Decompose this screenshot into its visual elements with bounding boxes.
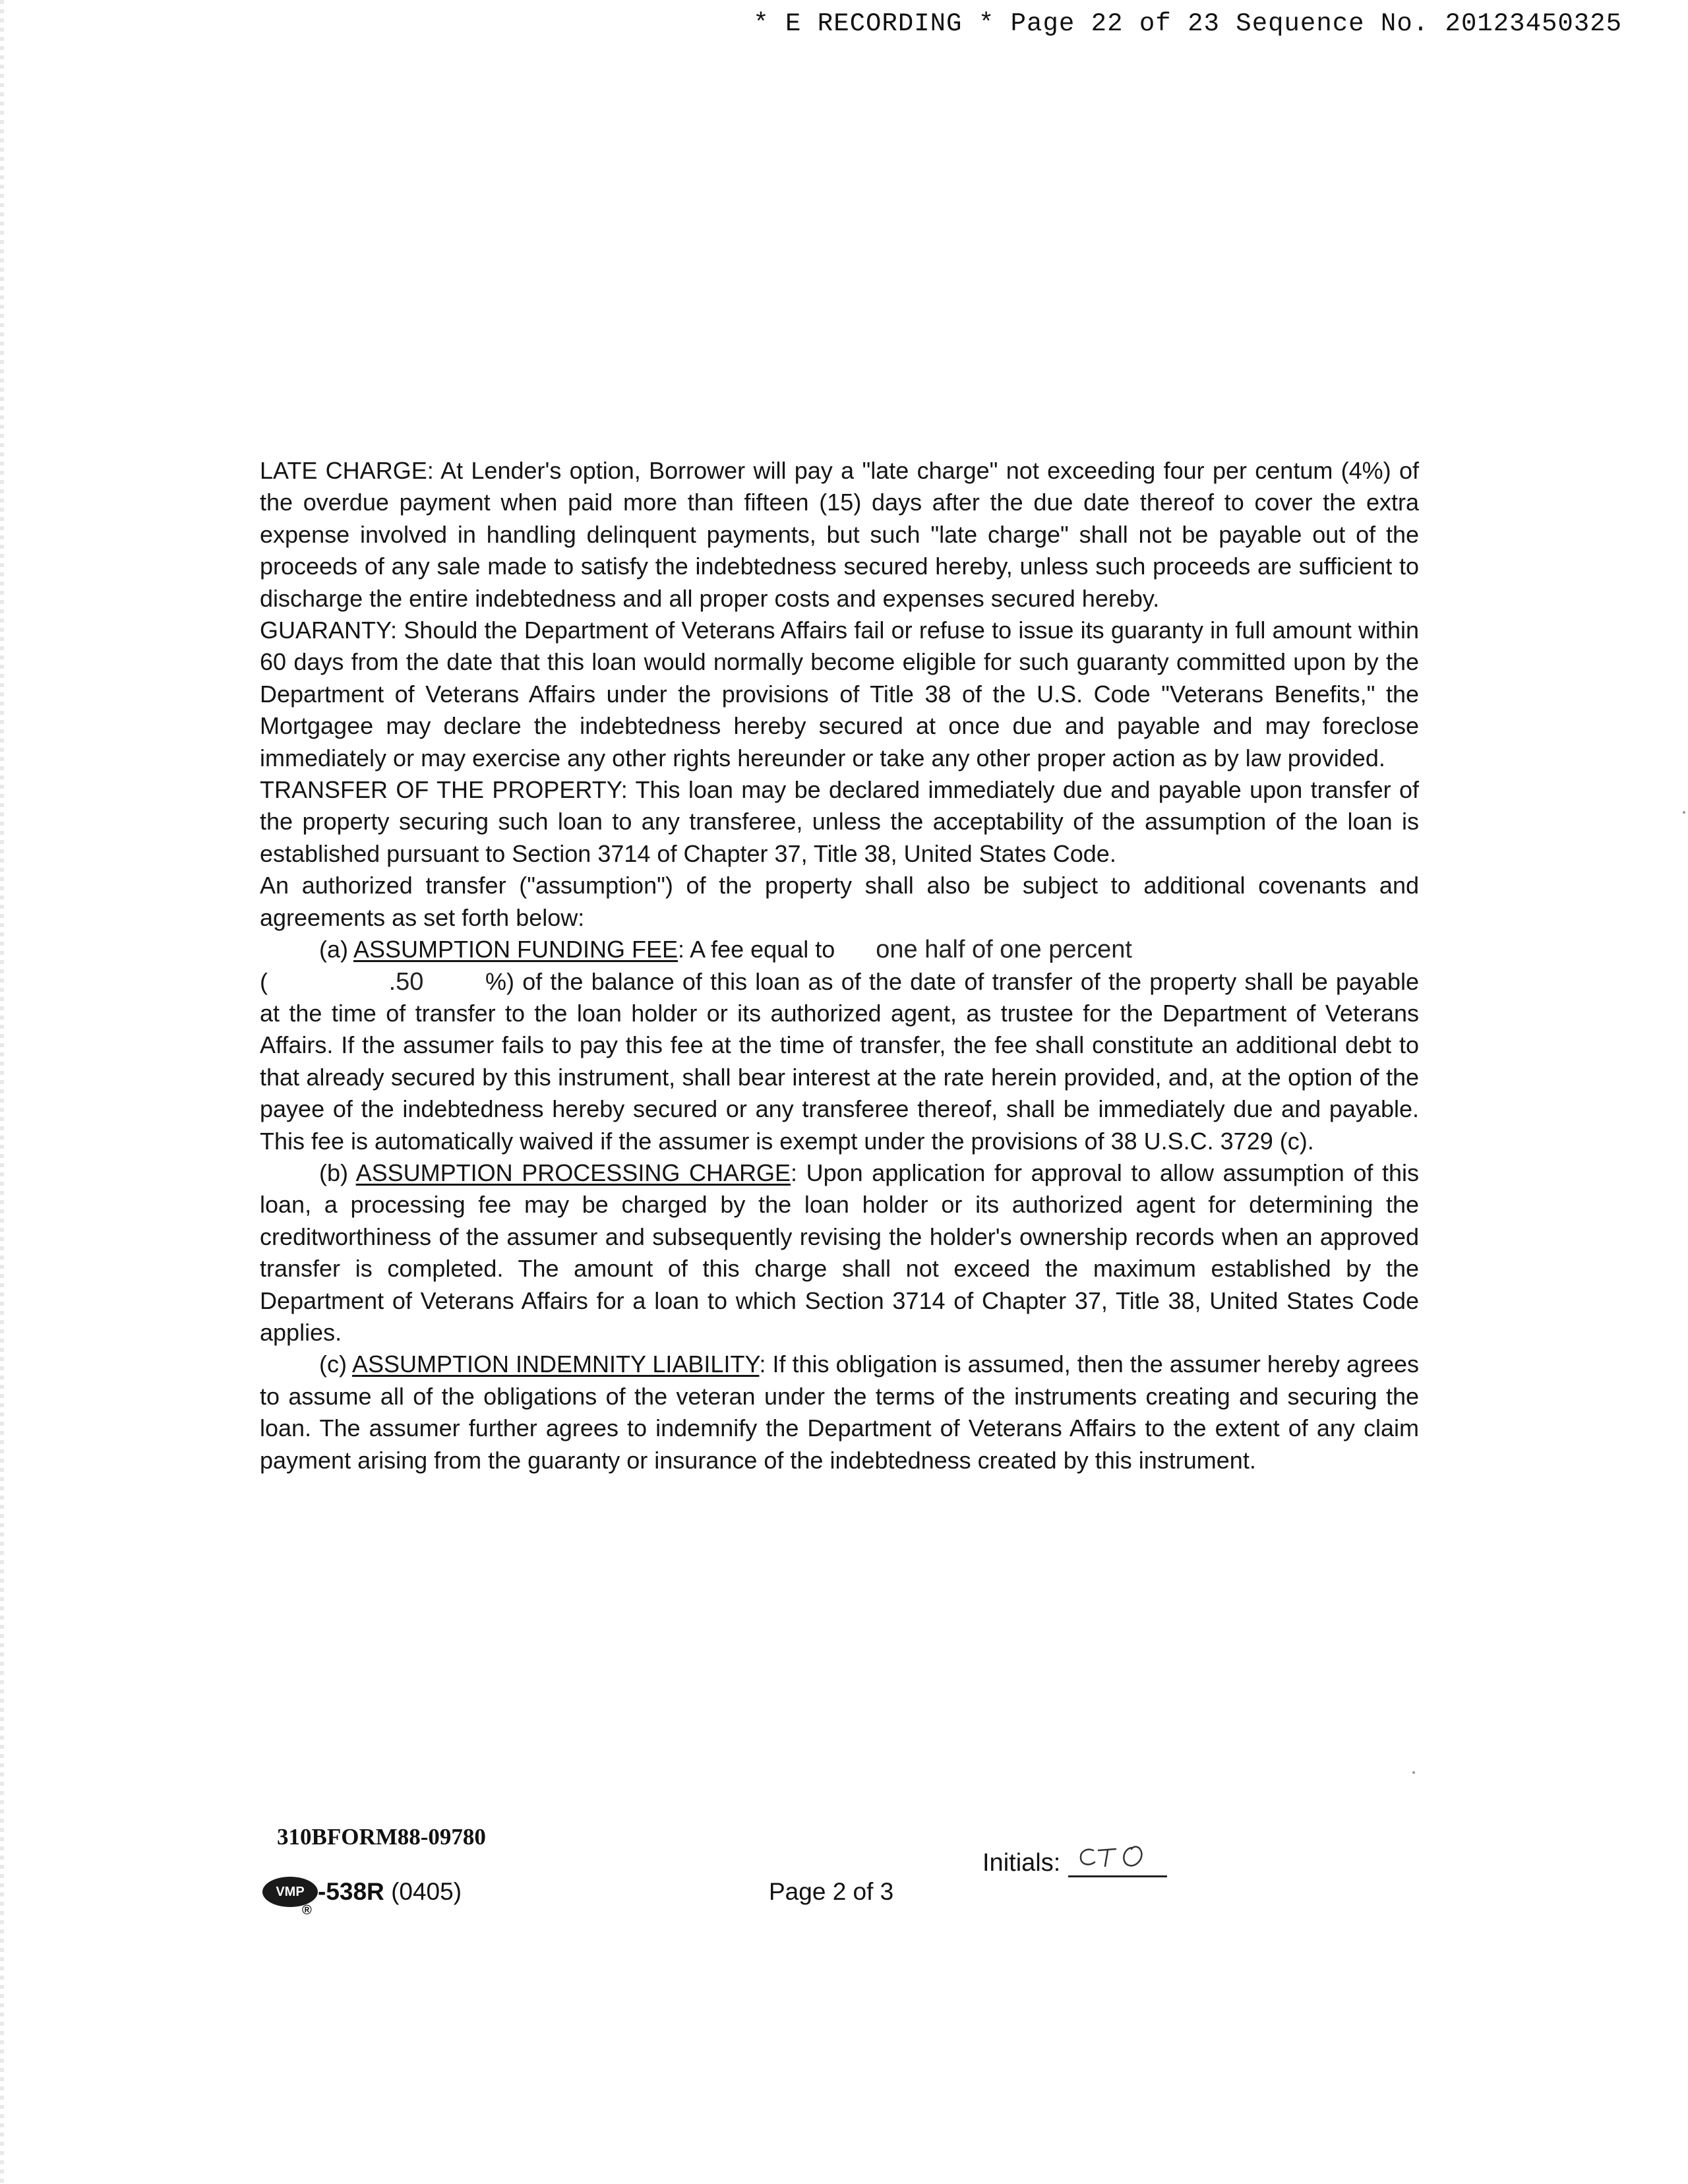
- indemnity-liability-prefix: (c): [319, 1350, 347, 1378]
- va-rider-body: [260, 455, 1419, 1476]
- processing-charge-paragraph: [260, 1157, 1419, 1349]
- funding-fee-open-paren: (: [260, 967, 268, 995]
- guaranty-text: Should the Department of Veterans Affairs fail or refuse to issue its guaranty in full amount within 60 days from the date that this loan would normally become eligible for such guaranty committed upon by the Department of Veterans Affairs under the provisions of Title 38 of the U.S. Code "Veterans Benefits," the Mortgagee may declare the indebtedness hereby secured at once due and payable and may foreclose immediately or may exercise any other rights hereunder or take any other proper action as by law provided.: [260, 617, 1419, 772]
- recording-header: * E RECORDING * Page 22 of 23 Sequence No. 20123450325: [753, 9, 1622, 38]
- processing-charge-prefix: (b): [319, 1159, 348, 1186]
- form-number: -538R: [318, 1878, 384, 1905]
- vmp-registered-mark: ®: [302, 1903, 312, 1918]
- initials-label: Initials:: [982, 1849, 1061, 1877]
- indemnity-liability-text: : If this obligation is assumed, then the assumer hereby agrees to assume all of the obligations of the veteran under the terms of the instruments creating and securing the loan. The assumer further agrees to indemnify the Department of Veterans Affairs to the extent of any claim payment arising from the guaranty or insurance of the indebtedness created by this instrument.: [260, 1350, 1420, 1474]
- funding-fee-lead: : A fee equal to: [678, 936, 835, 963]
- funding-fee-percent: .50: [388, 967, 424, 996]
- vmp-logo-text: VMP: [276, 1884, 305, 1899]
- transfer-paragraph: [260, 774, 1419, 870]
- processing-charge-text: : Upon application for approval to allow assumption of this loan, a processing fee may be charged by the loan holder or its authorized agent for determining the creditworthiness of the assumer and subsequently revising the holder's ownership records when an approved transfer is completed. The amount of this charge shall not exceed the maximum established by the Department of Veterans Affairs for a loan to which Section 3714 of Chapter 37, Title 38, United States Code applies.: [260, 1159, 1420, 1346]
- authorized-transfer-paragraph: An authorized transfer ("assumption") of the property shall also be subject to additional covenants and agreements as set forth below:: [260, 872, 1419, 931]
- funding-fee-pct-close: %): [485, 967, 514, 995]
- funding-fee-paragraph: [260, 934, 1419, 1157]
- initials-line: [1068, 1844, 1167, 1877]
- vmp-logo-icon: [262, 1877, 318, 1918]
- funding-fee-prefix: (a): [319, 936, 348, 963]
- initials-block: [982, 1844, 1167, 1877]
- page-number: Page 2 of 3: [769, 1878, 894, 1905]
- funding-fee-words: one half of one percent: [876, 936, 1132, 964]
- initials-signature-icon: [1075, 1841, 1160, 1873]
- scan-speck: [1683, 811, 1685, 814]
- late-charge-label: LATE CHARGE:: [260, 457, 434, 484]
- indemnity-liability-heading: ASSUMPTION INDEMNITY LIABILITY: [352, 1350, 760, 1378]
- guaranty-paragraph: [260, 615, 1419, 774]
- late-charge-text: At Lender's option, Borrower will pay a "late charge" not exceeding four per centum (4%) of the overdue payment when paid more than fifteen (15) days after the due date thereof to cover the extra expense involved in handling delinquent payments, but such "late charge" shall not be payable out of the proceeds of any sale made to satisfy the indebtedness secured hereby, unless such proceeds are sufficient to discharge the entire indebtedness and all proper costs and expenses secured hereby.: [260, 457, 1420, 612]
- scan-edge-artifact: [0, 0, 4, 2184]
- guaranty-label: GUARANTY:: [260, 617, 398, 644]
- funding-fee-heading: ASSUMPTION FUNDING FEE: [353, 936, 678, 963]
- scan-speck: [1412, 1771, 1415, 1774]
- form-code: 310BFORM88-09780: [277, 1824, 486, 1850]
- form-version: (0405): [391, 1878, 462, 1905]
- vmp-form-id: [262, 1877, 462, 1918]
- processing-charge-heading: ASSUMPTION PROCESSING CHARGE: [355, 1159, 791, 1186]
- transfer-text: This loan may be declared immediately due and payable upon transfer of the property securing such loan to any transferee, unless the acceptability of the assumption of the loan is established pursuant to Section 3714 of Chapter 37, Title 38, United States Code.: [260, 776, 1419, 867]
- transfer-label: TRANSFER OF THE PROPERTY:: [260, 776, 628, 804]
- late-charge-paragraph: [260, 455, 1419, 615]
- funding-fee-text: of the balance of this loan as of the date of transfer of the property shall be payable at the time of transfer to the loan holder or its authorized agent, as trustee for the Department of Veterans Affairs. If the assumer fails to pay this fee at the time of transfer, the fee shall constitute an additional debt to that already secured by this instrument, shall bear interest at the rate herein provided, and, at the option of the payee of the indebtedness hereby secured or any transferee thereof, shall be immediately due and payable. This fee is automatically waived if the assumer is exempt under the provisions of 38 U.S.C. 3729 (c).: [260, 967, 1419, 1155]
- indemnity-liability-paragraph: [260, 1349, 1419, 1476]
